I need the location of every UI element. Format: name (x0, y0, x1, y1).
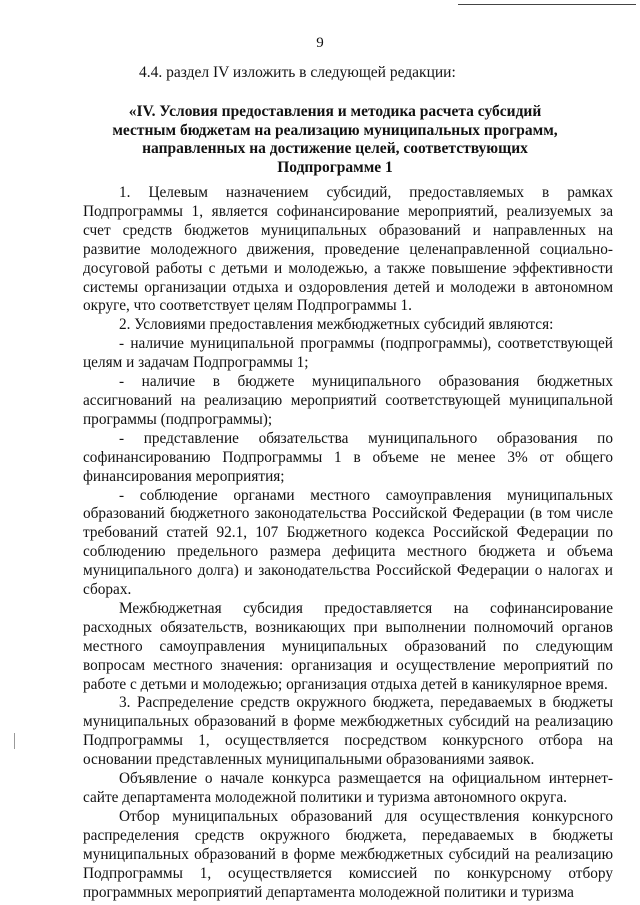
list-item-budget: - наличие в бюджете муниципального образования бюджетных ассигнований на реализацию мероприятий соответствующей муниципальной программы (подпрограммы); (83, 373, 613, 428)
page-number: 9 (316, 35, 324, 51)
heading-line-4: Подпрограмме 1 (277, 158, 393, 176)
document-body (83, 184, 613, 902)
intro-line: 4.4. раздел IV изложить в следующей редакции: (139, 64, 456, 81)
paragraph-purpose: 1. Целевым назначением субсидий, предоставляемых в рамках Подпрограммы 1, является софинансирование мероприятий, реализуемых за счет средств бюджетов муниципальных образований и направленных на развитие молодежного движения, проведение целенаправленной социально-досуговой работы с детьми и молодежью, а также повышение эффективности системы организации отдыха и оздоровления детей и молодежи в автономном округе, что соответствует целям Подпрограммы 1. (83, 184, 613, 315)
heading-line-3: направленных на достижение целей, соответствующих (142, 140, 528, 157)
paragraph-selection: Отбор муниципальных образований для осуществления конкурсного распределения средств окружного бюджета, передаваемых в бюджеты муниципальных образований в форме межбюджетных субсидий на реализацию Подпрограммы 1, осуществляется комиссией по конкурсному отбору программных мероприятий департамента молодежной политики и туризма (83, 807, 613, 901)
list-item-obligation: - представление обязательства муниципального образования по софинансированию Подпрограммы 1 в объеме не менее 3% от общего финансирования мероприятия; (83, 429, 613, 485)
paragraph-conditions: 2. Условиями предоставления межбюджетных субсидий являются: (119, 316, 554, 334)
top-rule (458, 4, 636, 5)
heading-line-1: «IV. Условия предоставления и методика расчета субсидий (128, 103, 542, 120)
list-item-program: - наличие муниципальной программы (подпрограммы), соответствующей целям и задачам Подпрограммы 1; (83, 335, 613, 372)
margin-mark (14, 733, 15, 749)
heading-line-2: местным бюджетам на реализацию муниципальных программ, (112, 121, 558, 139)
list-item-compliance: - соблюдение органами местного самоуправления муниципальных образований бюджетного законодательства Российской Федерации (в том числе требований статей 92.1, 107 Бюджетного кодекса Российской Федерации по соблюдению предельного размера дефицита местного бюджета и объема муниципального долга) и законодательства Российской Федерации о налогах и сборах. (83, 486, 613, 599)
paragraph-subsidy: Межбюджетная субсидия предоставляется на софинансирование расходных обязательств, возникающих при выполнении полномочий органов местного самоуправления муниципальных образований по следующим вопросам местного значения: организация и осуществление мероприятий по работе с детьми и молодежью; организация отдыха детей в каникулярное время. (83, 599, 613, 693)
paragraph-distribution: 3. Распределение средств окружного бюджета, передаваемых в бюджеты муниципальных образований в форме межбюджетных субсидий на реализацию Подпрограммы 1, осуществляется посредством конкурсного отбора на основании представленных муниципальными образованиями заявок. (83, 694, 613, 769)
section-heading (100, 103, 570, 177)
paragraph-announcement: Объявление о начале конкурса размещается на официальном интернет-сайте департамента молодежной политики и туризма автономного округа. (83, 770, 613, 806)
